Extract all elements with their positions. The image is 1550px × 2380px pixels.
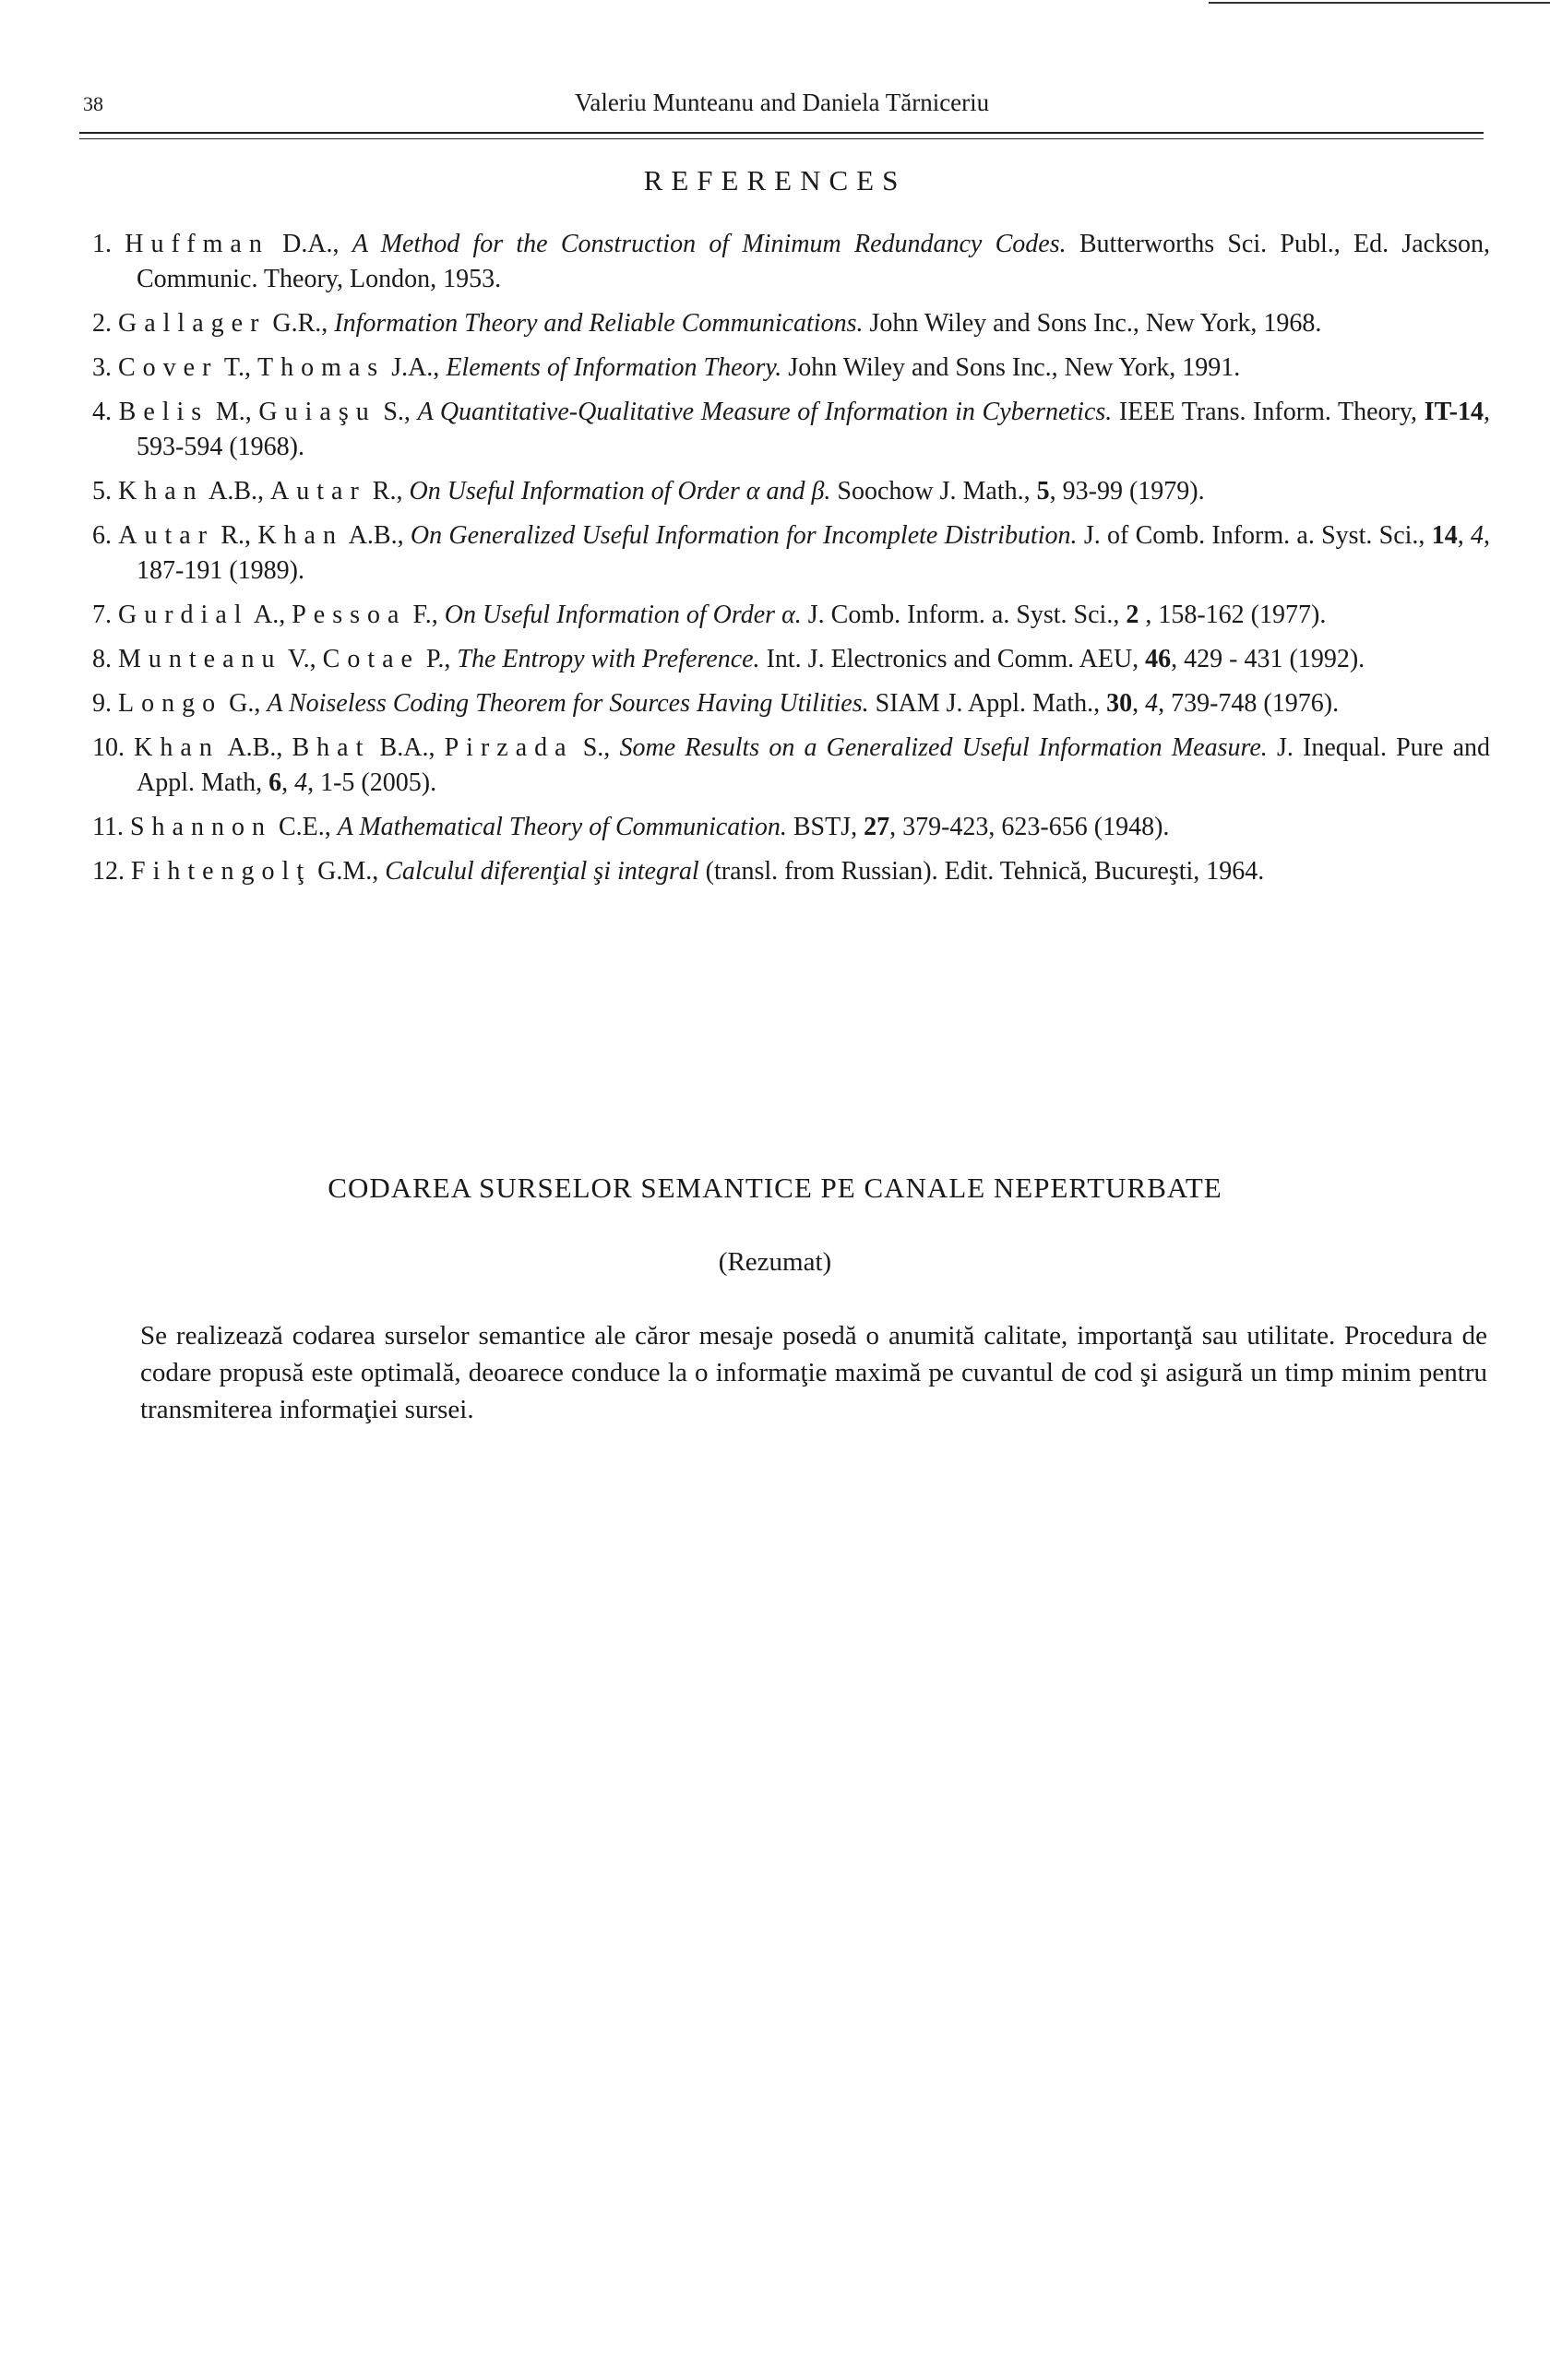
reference-author: Thomas <box>256 353 386 382</box>
reference-title: Calculul diferenţial şi integral <box>385 857 699 886</box>
summary-text: Se realizează codarea surselor semantice ale căror mesaje posedă o anumită calitate, importanţă sau utilitate. Procedura de codare propusă este optimală, deoarece conduce la o informaţie maximă pe cuvantul de cod şi asigură un timp minim pentru transmiterea informaţiei sursei. <box>140 1321 1487 1424</box>
reference-number: 11. <box>92 813 130 841</box>
reference-title: On Useful Information of Order α and β. <box>409 477 831 506</box>
reference-text: SIAM J. Appl. Math., <box>868 689 1107 718</box>
reference-text: A., <box>248 601 292 629</box>
running-head-title: Valeriu Munteanu and Daniela Tărniceriu <box>574 89 990 116</box>
reference-text: J. Inequal. Pure and Appl. Math, <box>137 733 1491 797</box>
reference-title: On Generalized Useful Information for Incomplete Distribution. <box>410 521 1078 550</box>
reference-item <box>92 642 1490 677</box>
reference-text: J.A., <box>385 353 447 382</box>
reference-number: 1. <box>92 230 125 258</box>
reference-text: R., <box>365 477 410 506</box>
reference-number: 7. <box>92 601 118 629</box>
reference-volume: 30 <box>1106 689 1133 718</box>
running-head <box>83 81 1481 118</box>
reference-text: G., <box>222 689 268 718</box>
reference-text: A.B., <box>219 733 292 762</box>
reference-text: Soochow J. Math., <box>830 477 1037 506</box>
reference-text: Int. J. Electronics and Comm. AEU, <box>759 645 1146 673</box>
reference-text: D.A., <box>268 230 352 258</box>
summary-title: CODAREA SURSELOR SEMANTICE PE CANALE NEPERTURBATE <box>328 1172 1222 1204</box>
page-number: 38 <box>83 92 103 115</box>
reference-text: , 158-162 (1977). <box>1139 601 1327 629</box>
reference-item <box>92 395 1490 465</box>
reference-author: Guiaşu <box>258 398 376 426</box>
reference-author: Khan <box>118 477 204 506</box>
reference-text: S., <box>573 733 620 762</box>
reference-item <box>92 518 1490 589</box>
reference-text: J. of Comb. Inform. a. Syst. Sci., <box>1077 521 1432 550</box>
reference-number: 6. <box>92 521 119 550</box>
reference-title: A Noiseless Coding Theorem for Sources Having Utilities. <box>267 689 869 718</box>
reference-number: 9. <box>92 689 118 718</box>
reference-title: Elements of Information Theory. <box>446 353 782 382</box>
reference-author: Autar <box>118 521 215 550</box>
reference-text: , 593-594 (1968). <box>137 398 1490 461</box>
reference-title: Information Theory and Reliable Communications. <box>334 309 864 338</box>
reference-item <box>92 474 1490 509</box>
reference-text: A.B., <box>203 477 271 506</box>
reference-title: A Method for the Construction of Minimum Redundancy Codes. <box>352 230 1067 258</box>
reference-text: B.A., <box>370 733 445 762</box>
reference-text: F., <box>406 601 445 629</box>
reference-number: 4. <box>92 398 119 426</box>
reference-title: 4 <box>1145 689 1159 718</box>
reference-author: Gallager <box>118 309 267 338</box>
reference-text: , 739-748 (1976). <box>1158 689 1340 718</box>
reference-text: , <box>1132 689 1146 718</box>
reference-number: 5. <box>92 477 118 506</box>
reference-text: Butterworths Sci. Publ., Ed. Jackson, Communic. Theory, London, 1953. <box>137 230 1491 293</box>
reference-text: T., <box>218 353 257 382</box>
reference-number: 12. <box>92 857 131 886</box>
reference-item <box>92 686 1490 721</box>
reference-text: S., <box>376 398 418 426</box>
reference-title: A Quantitative-Qualitative Measure of Information in Cybernetics. <box>417 398 1113 426</box>
reference-author: Cover <box>118 353 219 382</box>
reference-title: The Entropy with Preference. <box>457 645 760 673</box>
reference-text: John Wiley and Sons Inc., New York, 1991. <box>781 353 1241 382</box>
summary-subtitle: (Rezumat) <box>718 1247 832 1277</box>
reference-volume: 14 <box>1431 521 1458 550</box>
reference-author: Pirzada <box>444 733 574 762</box>
reference-text: , 93-99 (1979). <box>1049 477 1205 506</box>
reference-text: John Wiley and Sons Inc., New York, 1968. <box>863 309 1322 338</box>
reference-number: 3. <box>92 353 118 382</box>
reference-title: 4 <box>1471 521 1484 550</box>
reference-volume: 2 <box>1126 601 1139 629</box>
reference-item <box>92 227 1490 297</box>
reference-author: Shannon <box>129 813 272 841</box>
reference-list <box>92 227 1490 898</box>
reference-author: Huffman <box>125 230 269 258</box>
reference-title: Some Results on a Generalized Useful Information Measure. <box>619 733 1268 762</box>
reference-text: G.R., <box>266 309 335 338</box>
reference-author: Khan <box>257 521 343 550</box>
reference-item <box>92 306 1490 341</box>
reference-text: , 1-5 (2005). <box>307 768 437 797</box>
reference-text: (transl. from Russian). Edit. Tehnică, Bucureşti, 1964. <box>698 857 1265 886</box>
reference-item <box>92 810 1490 845</box>
reference-item <box>92 351 1490 386</box>
reference-author: Belis <box>118 398 209 426</box>
header-rule <box>79 132 1484 134</box>
reference-volume: 46 <box>1145 645 1172 673</box>
header-rule-thin <box>79 138 1484 139</box>
reference-text: A.B., <box>342 521 411 550</box>
reference-author: Cotae <box>322 645 420 673</box>
reference-author: Munteanu <box>118 645 282 673</box>
reference-author: Autar <box>270 477 366 506</box>
reference-text: , <box>1457 521 1472 550</box>
reference-title: On Useful Information of Order α. <box>444 601 802 629</box>
reference-text: M., <box>209 398 259 426</box>
reference-text: , <box>281 768 295 797</box>
reference-number: 10. <box>92 733 135 762</box>
reference-item <box>92 598 1490 633</box>
reference-author: Khan <box>134 733 220 762</box>
reference-title: 4 <box>294 768 308 797</box>
top-edge-rule <box>1209 2 1550 4</box>
reference-text: J. Comb. Inform. a. Syst. Sci., <box>801 601 1127 629</box>
reference-author: Longo <box>118 689 223 718</box>
reference-text: IEEE Trans. Inform. Theory, <box>1112 398 1425 426</box>
reference-title: A Mathematical Theory of Communication. <box>337 813 787 841</box>
reference-text: R., <box>214 521 258 550</box>
reference-volume: 5 <box>1036 477 1050 506</box>
reference-author: Gurdial <box>118 601 249 629</box>
reference-text: , 429 - 431 (1992). <box>1171 645 1365 673</box>
reference-number: 2. <box>92 309 118 338</box>
reference-author: Pessoa <box>292 601 407 629</box>
reference-text: P., <box>419 645 458 673</box>
reference-text: , 187-191 (1989). <box>137 521 1491 585</box>
reference-volume: 6 <box>268 768 282 797</box>
reference-volume: IT-14 <box>1424 398 1484 426</box>
reference-volume: 27 <box>864 813 890 841</box>
reference-text: C.E., <box>271 813 338 841</box>
reference-text: G.M., <box>311 857 386 886</box>
reference-item <box>92 854 1490 889</box>
reference-text: , 379-423, 623-656 (1948). <box>889 813 1170 841</box>
reference-number: 8. <box>92 645 118 673</box>
reference-text: BSTJ, <box>786 813 864 841</box>
reference-text: V., <box>281 645 323 673</box>
references-heading: REFERENCES <box>643 164 907 196</box>
reference-author: Bhat <box>292 733 371 762</box>
reference-item <box>92 731 1490 801</box>
reference-author: Fihtengolţ <box>131 857 312 886</box>
